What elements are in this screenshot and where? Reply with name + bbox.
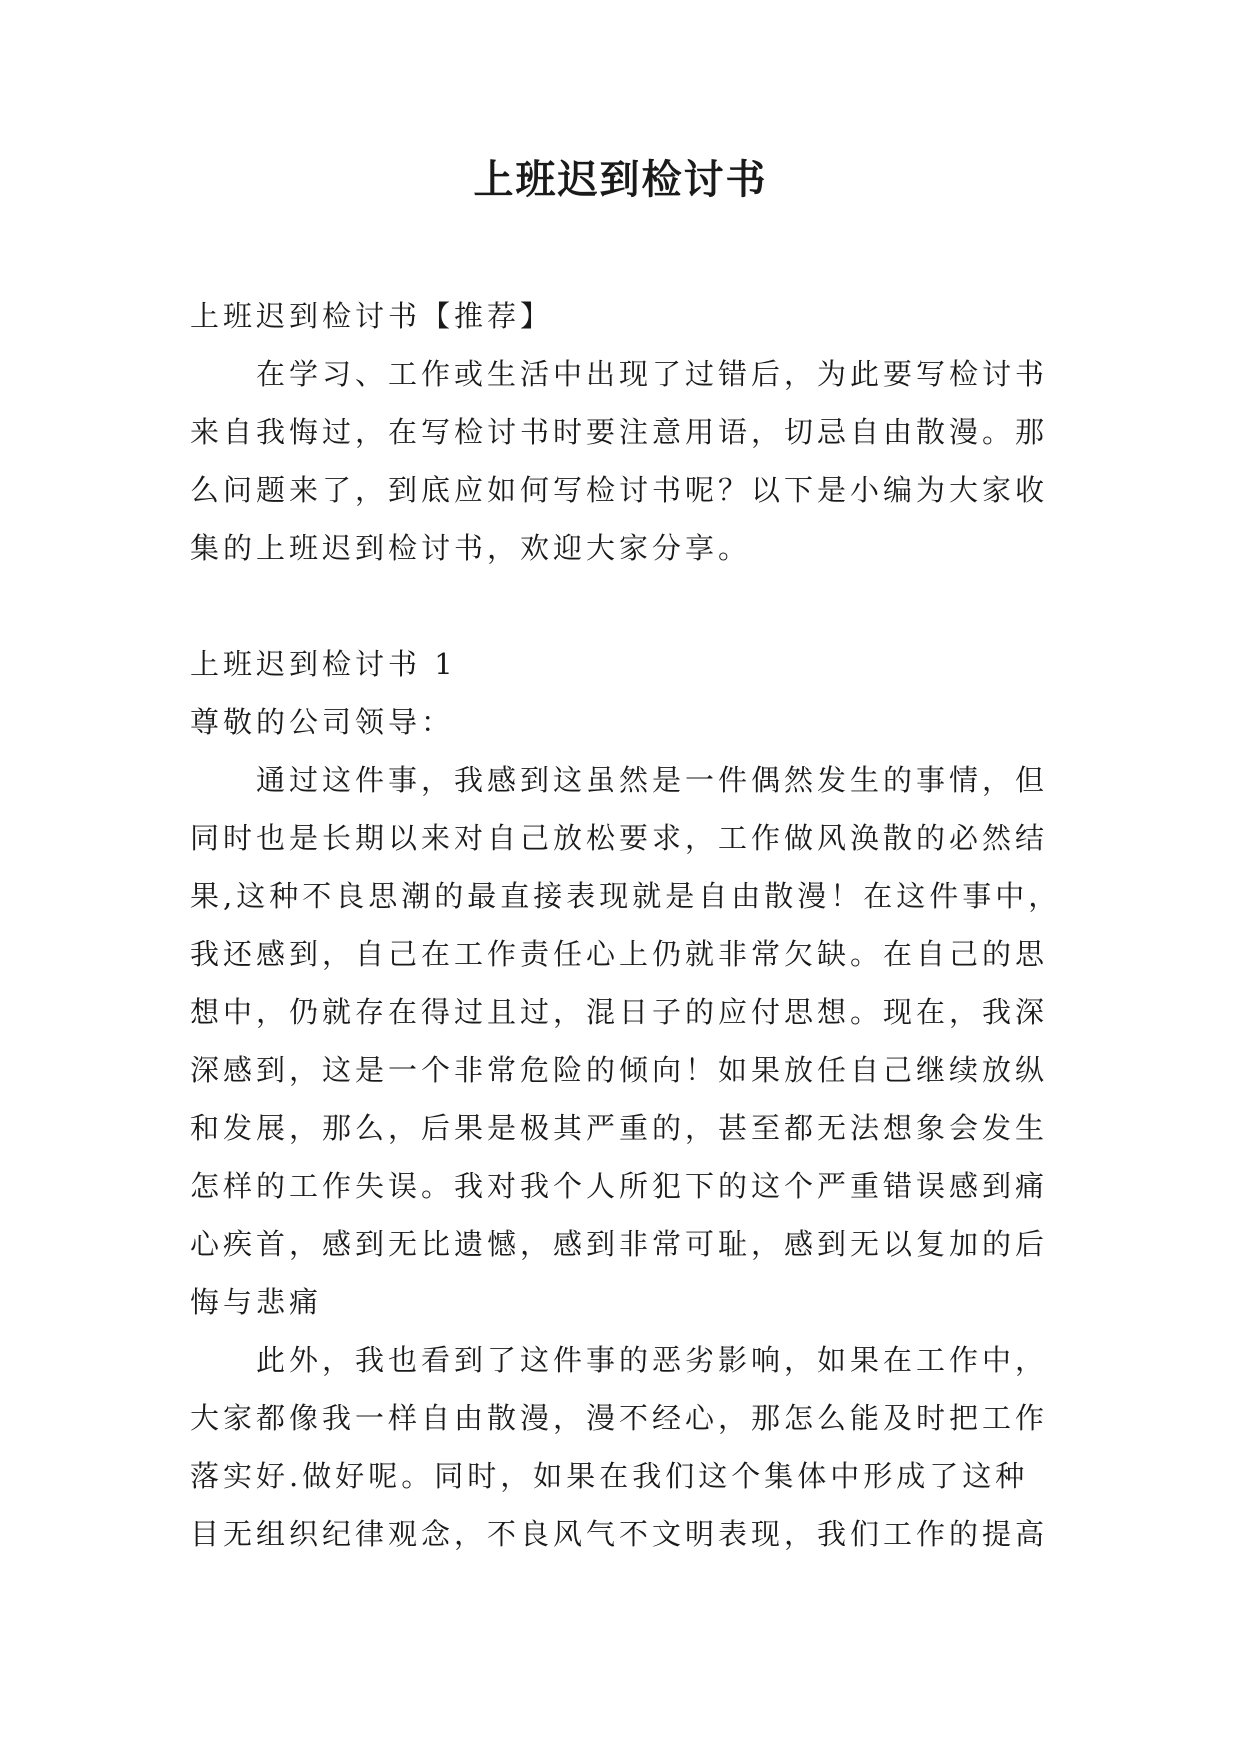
intro-heading: 上班迟到检讨书【推荐】 [190,299,554,333]
document-title: 上班迟到检讨书 [473,157,768,203]
paragraph-line: 来自我悔过，在写检讨书时要注意用语，切忌自由散漫。那 [190,415,1049,449]
section-heading: 上班迟到检讨书 1 [190,647,457,681]
paragraph-line: 想中，仍就存在得过且过，混日子的应付思想。现在，我深 [190,995,1049,1029]
paragraph-line: 落实好.做好呢。同时，如果在我们这个集体中形成了这种 [190,1459,1029,1493]
paragraph-line: 果,这种不良思潮的最直接表现就是自由散漫！在这件事中， [190,879,1062,913]
salutation: 尊敬的公司领导： [190,705,455,739]
paragraph-line: 和发展，那么，后果是极其严重的，甚至都无法想象会发生 [190,1111,1049,1145]
paragraph-line: 深感到，这是一个非常危险的倾向！如果放任自己继续放纵 [190,1053,1049,1087]
paragraph-line: 悔与悲痛 [190,1285,323,1319]
paragraph-line: 通过这件事，我感到这虽然是一件偶然发生的事情，但 [256,763,1049,797]
body-paragraph-2 [190,1331,1062,1563]
document-body [190,287,1062,1563]
paragraph-line: 怎样的工作失误。我对我个人所犯下的这个严重错误感到痛 [190,1169,1049,1203]
paragraph-line: 此外，我也看到了这件事的恶劣影响，如果在工作中， [256,1343,1049,1377]
section-spacer [190,577,1062,635]
paragraph-line: 在学习、工作或生活中出现了过错后，为此要写检讨书 [256,357,1049,391]
paragraph-line: 我还感到，自己在工作责任心上仍就非常欠缺。在自己的思 [190,937,1049,971]
intro-paragraph [190,345,1062,577]
paragraph-line: 同时也是长期以来对自己放松要求，工作做风涣散的必然结 [190,821,1049,855]
paragraph-line: 心疾首，感到无比遗憾，感到非常可耻，感到无以复加的后 [190,1227,1049,1261]
paragraph-line: 目无组织纪律观念，不良风气不文明表现，我们工作的提高 [190,1517,1049,1551]
body-paragraph-1 [190,751,1062,1331]
paragraph-line: 大家都像我一样自由散漫，漫不经心，那怎么能及时把工作 [190,1401,1049,1435]
paragraph-line: 么问题来了，到底应如何写检讨书呢？以下是小编为大家收 [190,473,1049,507]
paragraph-line: 集的上班迟到检讨书，欢迎大家分享。 [190,531,752,565]
